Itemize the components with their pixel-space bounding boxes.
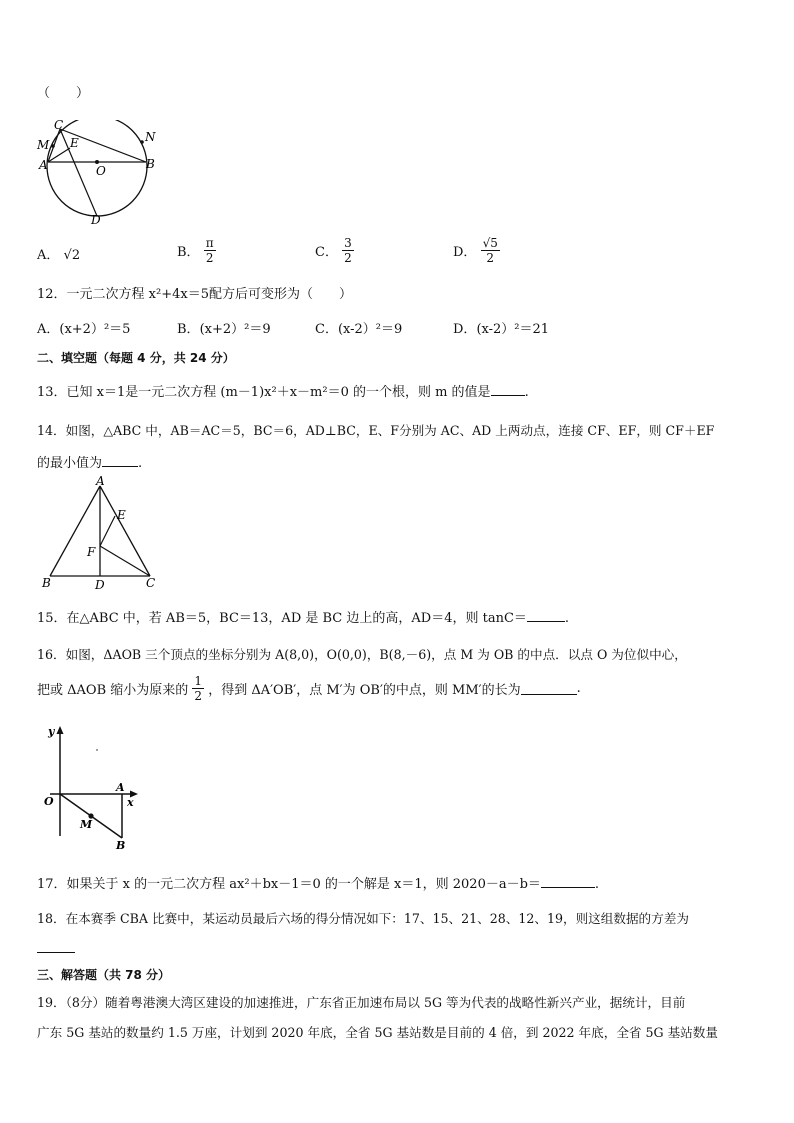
q11-option-a: A． √2: [37, 248, 81, 263]
label-a: A: [116, 781, 125, 794]
q11-option-b: B． $\frac{\pi}{2}$: [177, 236, 214, 265]
label-a: A: [96, 476, 105, 488]
label-y: y: [48, 725, 55, 738]
q11-answer-bracket: （ ）: [37, 86, 90, 101]
q19-line-1: 19．（8分）随着粤港澳大湾区建设的加速推进，广东省正加速布局以 5G 等为代表的战略性新兴产业，据统计，目前: [37, 995, 686, 1010]
q12-option-d: D．(x-2）²＝21: [453, 322, 550, 337]
label-n: N: [145, 130, 156, 144]
q11-circle-figure: [36, 120, 166, 230]
label-m: M: [80, 818, 93, 831]
q16-line-1: 16．如图，ΔAOB 三个顶点的坐标分别为 A(8,0)，O(0,0)，B(8,－6)，点 M 为 OB 的中点．以点 O 为位似中心，: [37, 647, 687, 662]
label-d: D: [91, 213, 101, 227]
q16-coordinate-figure: [40, 724, 140, 852]
label-b: B: [146, 157, 155, 171]
q16-answer-blank: [521, 682, 577, 695]
q12-option-a: A．(x+2）²＝5: [37, 322, 131, 337]
label-o: O: [44, 795, 54, 808]
q18-line-1: 18．在本赛季 CBA 比赛中，某运动员最后六场的得分情况如下：17、15、21、28、12、19，则这组数据的方差为: [37, 911, 689, 926]
q12-option-b: B．(x+2）²＝9: [177, 322, 271, 337]
q17-text: 17．如果关于 x 的一元二次方程 ax²＋bx－1＝0 的一个解是 x＝1，则 2020－a－b＝ .: [37, 877, 600, 892]
q16-line-2: 把或 ΔAOB 缩小为原来的 $\frac{1}{2}$ ，得到 ΔA′OB′，点 M′为 OB′的中点，则 MM′的长为 .: [37, 674, 581, 703]
label-c: C: [54, 120, 64, 132]
label-o: O: [96, 164, 106, 178]
label-e: E: [117, 508, 126, 522]
q18-answer-blank: [37, 940, 75, 957]
q15-answer-blank: [527, 609, 565, 622]
q11-option-d: D． $\frac{√5}{2}$: [453, 236, 498, 265]
q19-line-2: 广东 5G 基站的数量约 1.5 万座，计划到 2020 年底，全省 5G 基站数是目前的 4 倍，到 2022 年底，全省 5G 基站数量: [37, 1025, 718, 1040]
label-x: x: [127, 796, 134, 809]
q14-triangle-figure: [38, 476, 162, 592]
q11-option-c: C． $\frac{3}{2}$: [315, 236, 352, 265]
q13-text: 13．已知 x＝1是一元二次方程 (m－1)x²＋x－m²＝0 的一个根，则 m 的值是 .: [37, 385, 529, 400]
q15-text: 15．在△ABC 中，若 AB＝5，BC＝13，AD 是 BC 边上的高，AD＝4，则 tanC＝ .: [37, 611, 570, 626]
label-m: M: [37, 138, 50, 152]
label-d: D: [95, 578, 105, 592]
section-3-title: 三、解答题（共 78 分）: [37, 968, 171, 982]
label-a: A: [39, 158, 48, 172]
q12-option-c: C．(x-2）²＝9: [315, 322, 403, 337]
section-2-title: 二、填空题（每题 4 分，共 24 分）: [37, 351, 235, 365]
label-b: B: [116, 839, 126, 852]
q14-line-2: 的最小值为 .: [37, 456, 143, 471]
q14-answer-blank: [102, 454, 138, 467]
q17-answer-blank: [541, 875, 595, 888]
label-f: F: [87, 545, 96, 559]
q14-line-1: 14．如图，△ABC 中，AB＝AC＝5，BC＝6，AD⊥BC，E、F分别为 AC、AD 上两动点，连接 CF、EF，则 CF＋EF: [37, 423, 715, 438]
label-b: B: [42, 576, 51, 590]
q13-answer-blank: [491, 383, 525, 396]
label-c: C: [146, 576, 156, 590]
label-e: E: [70, 136, 79, 150]
q12-stem: 12．一元二次方程 x²+4x＝5配方后可变形为（ ）: [37, 287, 352, 302]
